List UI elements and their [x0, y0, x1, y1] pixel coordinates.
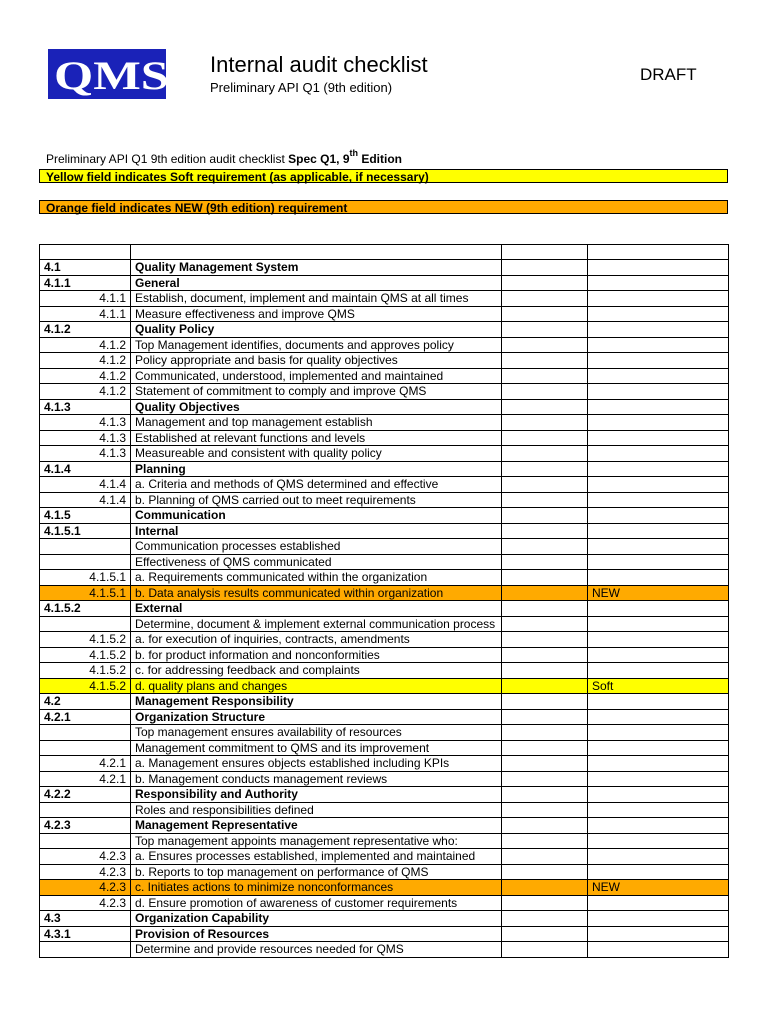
requirement-tag-cell — [588, 895, 729, 911]
clause-number-cell: 4.2.3 — [40, 818, 131, 834]
requirement-cell: Organization Structure — [131, 709, 502, 725]
requirement-tag-cell — [588, 384, 729, 400]
blank-cell — [502, 833, 588, 849]
clause-number-cell: 4.1.5.1 — [40, 585, 131, 601]
table-row — [40, 539, 729, 555]
requirement-cell: Planning — [131, 461, 502, 477]
requirement-tag-cell: NEW — [588, 585, 729, 601]
blank-cell — [502, 492, 588, 508]
requirement-tag-cell — [588, 260, 729, 276]
clause-number-cell: 4.2.1 — [40, 771, 131, 787]
table-row — [40, 771, 729, 787]
table-row — [40, 833, 729, 849]
requirement-tag-cell — [588, 492, 729, 508]
requirement-cell: Effectiveness of QMS communicated — [131, 554, 502, 570]
clause-number-cell — [40, 725, 131, 741]
requirement-tag-cell — [588, 709, 729, 725]
blank-cell — [502, 942, 588, 958]
table-row — [40, 337, 729, 353]
requirement-cell: Determine, document & implement external communication process — [131, 616, 502, 632]
requirement-tag-cell — [588, 911, 729, 927]
table-row — [40, 523, 729, 539]
requirement-tag-cell — [588, 554, 729, 570]
requirement-tag-cell — [588, 740, 729, 756]
requirement-cell: Quality Objectives — [131, 399, 502, 415]
requirement-tag-cell — [588, 508, 729, 524]
clause-number-cell: 4.1.5.2 — [40, 647, 131, 663]
requirement-tag-cell — [588, 461, 729, 477]
requirement-cell: Statement of commitment to comply and improve QMS — [131, 384, 502, 400]
blank-cell — [502, 663, 588, 679]
table-row — [40, 275, 729, 291]
blank-cell — [502, 647, 588, 663]
table-row — [40, 678, 729, 694]
requirement-tag-cell — [588, 849, 729, 865]
blank-cell — [502, 461, 588, 477]
table-row — [40, 709, 729, 725]
requirement-tag-cell — [588, 291, 729, 307]
clause-number-cell: 4.2.1 — [40, 756, 131, 772]
table-row — [40, 895, 729, 911]
clause-number-cell: 4.1.2 — [40, 384, 131, 400]
table-row — [40, 864, 729, 880]
table-row — [40, 322, 729, 338]
requirement-tag-cell — [588, 523, 729, 539]
clause-number-cell: 4.1.5.2 — [40, 663, 131, 679]
table-row — [40, 306, 729, 322]
blank-cell — [502, 477, 588, 493]
blank-cell — [502, 570, 588, 586]
blank-cell — [502, 818, 588, 834]
requirement-tag-cell — [588, 322, 729, 338]
requirement-cell: Provision of Resources — [131, 926, 502, 942]
requirement-tag-cell — [588, 833, 729, 849]
intro-line — [46, 150, 402, 166]
requirement-tag-cell — [588, 818, 729, 834]
requirement-cell: Measure effectiveness and improve QMS — [131, 306, 502, 322]
table-row — [40, 694, 729, 710]
requirement-cell: Communication — [131, 508, 502, 524]
clause-number-cell: 4.1.2 — [40, 353, 131, 369]
table-row — [40, 725, 729, 741]
clause-number-cell: 4.1.5.2 — [40, 601, 131, 617]
table-row — [40, 942, 729, 958]
table-row — [40, 787, 729, 803]
blank-cell — [502, 446, 588, 462]
table-row — [40, 740, 729, 756]
table-row — [40, 585, 729, 601]
clause-number-cell — [40, 802, 131, 818]
requirement-tag-cell — [588, 725, 729, 741]
requirement-tag-cell — [588, 632, 729, 648]
requirement-tag-cell — [588, 353, 729, 369]
clause-number-cell — [40, 245, 131, 260]
clause-number-cell: 4.3.1 — [40, 926, 131, 942]
requirement-cell: a. for execution of inquiries, contracts, amendments — [131, 632, 502, 648]
requirement-cell: Quality Policy — [131, 322, 502, 338]
clause-number-cell: 4.1.5.2 — [40, 632, 131, 648]
table-row — [40, 291, 729, 307]
table-row — [40, 647, 729, 663]
table-row — [40, 399, 729, 415]
requirement-cell: a. Criteria and methods of QMS determined and effective — [131, 477, 502, 493]
requirement-tag-cell — [588, 756, 729, 772]
requirement-tag-cell — [588, 694, 729, 710]
blank-cell — [502, 725, 588, 741]
intro-sup: th — [349, 148, 358, 158]
table-row — [40, 756, 729, 772]
clause-number-cell: 4.1.1 — [40, 275, 131, 291]
blank-cell — [502, 678, 588, 694]
clause-number-cell — [40, 539, 131, 555]
requirement-cell: d. quality plans and changes — [131, 678, 502, 694]
table-row — [40, 663, 729, 679]
requirement-cell: Established at relevant functions and levels — [131, 430, 502, 446]
blank-cell — [502, 911, 588, 927]
blank-cell — [502, 802, 588, 818]
clause-number-cell: 4.2.3 — [40, 849, 131, 865]
clause-number-cell: 4.1.5 — [40, 508, 131, 524]
blank-cell — [502, 368, 588, 384]
clause-number-cell: 4.2.3 — [40, 864, 131, 880]
table-row — [40, 849, 729, 865]
requirement-tag-cell — [588, 616, 729, 632]
table-row — [40, 368, 729, 384]
audit-checklist-table — [39, 244, 729, 958]
qms1-logo — [48, 49, 196, 101]
requirement-tag-cell — [588, 430, 729, 446]
requirement-cell: Internal — [131, 523, 502, 539]
table-row — [40, 446, 729, 462]
requirement-cell: Top Management identifies, documents and approves policy — [131, 337, 502, 353]
requirement-tag-cell — [588, 663, 729, 679]
clause-number-cell: 4.1.4 — [40, 492, 131, 508]
blank-cell — [502, 709, 588, 725]
requirement-cell: Organization Capability — [131, 911, 502, 927]
blank-cell — [502, 771, 588, 787]
blank-cell — [502, 245, 588, 260]
requirement-cell: b. Planning of QMS carried out to meet requirements — [131, 492, 502, 508]
blank-cell — [502, 275, 588, 291]
requirement-tag-cell — [588, 337, 729, 353]
intro-plain: Preliminary API Q1 9th edition audit checklist — [46, 152, 289, 166]
blank-cell — [502, 616, 588, 632]
page-title: Internal audit checklist — [210, 52, 428, 77]
clause-number-cell — [40, 616, 131, 632]
requirement-cell: External — [131, 601, 502, 617]
requirement-tag-cell — [588, 601, 729, 617]
requirement-cell: Determine and provide resources needed for QMS — [131, 942, 502, 958]
clause-number-cell: 4.1.2 — [40, 322, 131, 338]
requirement-tag-cell — [588, 306, 729, 322]
requirement-tag-cell: Soft — [588, 678, 729, 694]
clause-number-cell: 4.1.3 — [40, 399, 131, 415]
clause-number-cell: 4.1.1 — [40, 306, 131, 322]
requirement-cell: Establish, document, implement and maintain QMS at all times — [131, 291, 502, 307]
requirement-tag-cell — [588, 771, 729, 787]
requirement-tag-cell — [588, 802, 729, 818]
requirement-cell: Communication processes established — [131, 539, 502, 555]
page-subtitle: Preliminary API Q1 (9th edition) — [210, 80, 393, 95]
clause-number-cell — [40, 833, 131, 849]
blank-cell — [502, 585, 588, 601]
clause-number-cell: 4.1.3 — [40, 430, 131, 446]
requirement-cell: Measureable and consistent with quality policy — [131, 446, 502, 462]
table-row — [40, 926, 729, 942]
table-row — [40, 353, 729, 369]
blank-cell — [502, 415, 588, 431]
table-row — [40, 616, 729, 632]
requirement-tag-cell — [588, 399, 729, 415]
blank-cell — [502, 539, 588, 555]
blank-cell — [502, 849, 588, 865]
blank-cell — [502, 353, 588, 369]
requirement-cell: c. Initiates actions to minimize nonconformances — [131, 880, 502, 896]
table-row — [40, 802, 729, 818]
blank-cell — [502, 260, 588, 276]
requirement-cell: General — [131, 275, 502, 291]
requirement-cell: d. Ensure promotion of awareness of customer requirements — [131, 895, 502, 911]
blank-cell — [502, 399, 588, 415]
table-row — [40, 492, 729, 508]
requirement-cell: b. Reports to top management on performance of QMS — [131, 864, 502, 880]
clause-number-cell: 4.1.3 — [40, 415, 131, 431]
requirement-tag-cell — [588, 446, 729, 462]
blank-cell — [502, 554, 588, 570]
blank-cell — [502, 291, 588, 307]
table-row — [40, 477, 729, 493]
requirement-tag-cell — [588, 539, 729, 555]
clause-number-cell: 4.1.5.1 — [40, 570, 131, 586]
blank-cell — [502, 895, 588, 911]
intro-edition: Edition — [358, 152, 402, 166]
requirement-tag-cell — [588, 787, 729, 803]
requirement-tag-cell — [588, 864, 729, 880]
blank-cell — [502, 384, 588, 400]
requirement-cell: b. for product information and nonconformities — [131, 647, 502, 663]
requirement-cell: Top management appoints management representative who: — [131, 833, 502, 849]
clause-number-cell: 4.2.2 — [40, 787, 131, 803]
clause-number-cell: 4.1.2 — [40, 368, 131, 384]
blank-cell — [502, 306, 588, 322]
requirement-tag-cell: NEW — [588, 880, 729, 896]
table-row — [40, 260, 729, 276]
requirement-tag-cell — [588, 942, 729, 958]
yellow-legend-banner: Yellow field indicates Soft requirement (as applicable, if necessary) — [39, 169, 728, 183]
clause-number-cell: 4.2.3 — [40, 895, 131, 911]
requirement-tag-cell — [588, 647, 729, 663]
requirement-tag-cell — [588, 926, 729, 942]
blank-cell — [502, 601, 588, 617]
blank-cell — [502, 337, 588, 353]
clause-number-cell: 4.1 — [40, 260, 131, 276]
table-row — [40, 554, 729, 570]
clause-number-cell: 4.2 — [40, 694, 131, 710]
requirement-cell: Top management ensures availability of resources — [131, 725, 502, 741]
clause-number-cell: 4.1.4 — [40, 461, 131, 477]
requirement-cell: c. for addressing feedback and complaints — [131, 663, 502, 679]
clause-number-cell: 4.1.5.1 — [40, 523, 131, 539]
clause-number-cell: 4.1.2 — [40, 337, 131, 353]
table-row — [40, 601, 729, 617]
clause-number-cell: 4.2.1 — [40, 709, 131, 725]
requirement-tag-cell — [588, 245, 729, 260]
requirement-cell: a. Management ensures objects established including KPIs — [131, 756, 502, 772]
blank-cell — [502, 926, 588, 942]
table-row — [40, 911, 729, 927]
blank-cell — [502, 880, 588, 896]
blank-cell — [502, 787, 588, 803]
table-row — [40, 818, 729, 834]
clause-number-cell — [40, 942, 131, 958]
blank-cell — [502, 632, 588, 648]
table-row — [40, 461, 729, 477]
requirement-cell: Quality Management System — [131, 260, 502, 276]
requirement-cell: Communicated, understood, implemented and maintained — [131, 368, 502, 384]
requirement-tag-cell — [588, 415, 729, 431]
requirement-cell: a. Ensures processes established, implemented and maintained — [131, 849, 502, 865]
blank-cell — [502, 430, 588, 446]
clause-number-cell — [40, 740, 131, 756]
intro-spec: Spec Q1, 9 — [288, 152, 350, 166]
requirement-cell: Management commitment to QMS and its improvement — [131, 740, 502, 756]
table-row — [40, 384, 729, 400]
blank-cell — [502, 322, 588, 338]
clause-number-cell: 4.3 — [40, 911, 131, 927]
table-row — [40, 415, 729, 431]
clause-number-cell: 4.1.4 — [40, 477, 131, 493]
clause-number-cell: 4.2.3 — [40, 880, 131, 896]
requirement-tag-cell — [588, 368, 729, 384]
table-row — [40, 508, 729, 524]
clause-number-cell — [40, 554, 131, 570]
requirement-cell: Roles and responsibilities defined — [131, 802, 502, 818]
draft-label: DRAFT — [640, 65, 697, 84]
blank-cell — [502, 756, 588, 772]
requirement-cell: Management and top management establish — [131, 415, 502, 431]
blank-cell — [502, 523, 588, 539]
table-row — [40, 570, 729, 586]
clause-number-cell: 4.1.1 — [40, 291, 131, 307]
clause-number-cell: 4.1.3 — [40, 446, 131, 462]
requirement-cell: Policy appropriate and basis for quality objectives — [131, 353, 502, 369]
blank-cell — [502, 694, 588, 710]
table-row — [40, 880, 729, 896]
requirement-tag-cell — [588, 275, 729, 291]
clause-number-cell: 4.1.5.2 — [40, 678, 131, 694]
blank-cell — [502, 864, 588, 880]
table-row — [40, 430, 729, 446]
requirement-cell: Responsibility and Authority — [131, 787, 502, 803]
table-row — [40, 632, 729, 648]
table-row — [40, 245, 729, 260]
requirement-cell: Management Representative — [131, 818, 502, 834]
requirement-cell: Management Responsibility — [131, 694, 502, 710]
blank-cell — [502, 508, 588, 524]
logo-text: QMS1 — [54, 53, 194, 98]
requirement-cell — [131, 245, 502, 260]
requirement-cell: b. Data analysis results communicated within organization — [131, 585, 502, 601]
blank-cell — [502, 740, 588, 756]
requirement-cell: b. Management conducts management reviews — [131, 771, 502, 787]
orange-legend-banner: Orange field indicates NEW (9th edition) requirement — [39, 200, 728, 214]
requirement-cell: a. Requirements communicated within the organization — [131, 570, 502, 586]
requirement-tag-cell — [588, 570, 729, 586]
requirement-tag-cell — [588, 477, 729, 493]
